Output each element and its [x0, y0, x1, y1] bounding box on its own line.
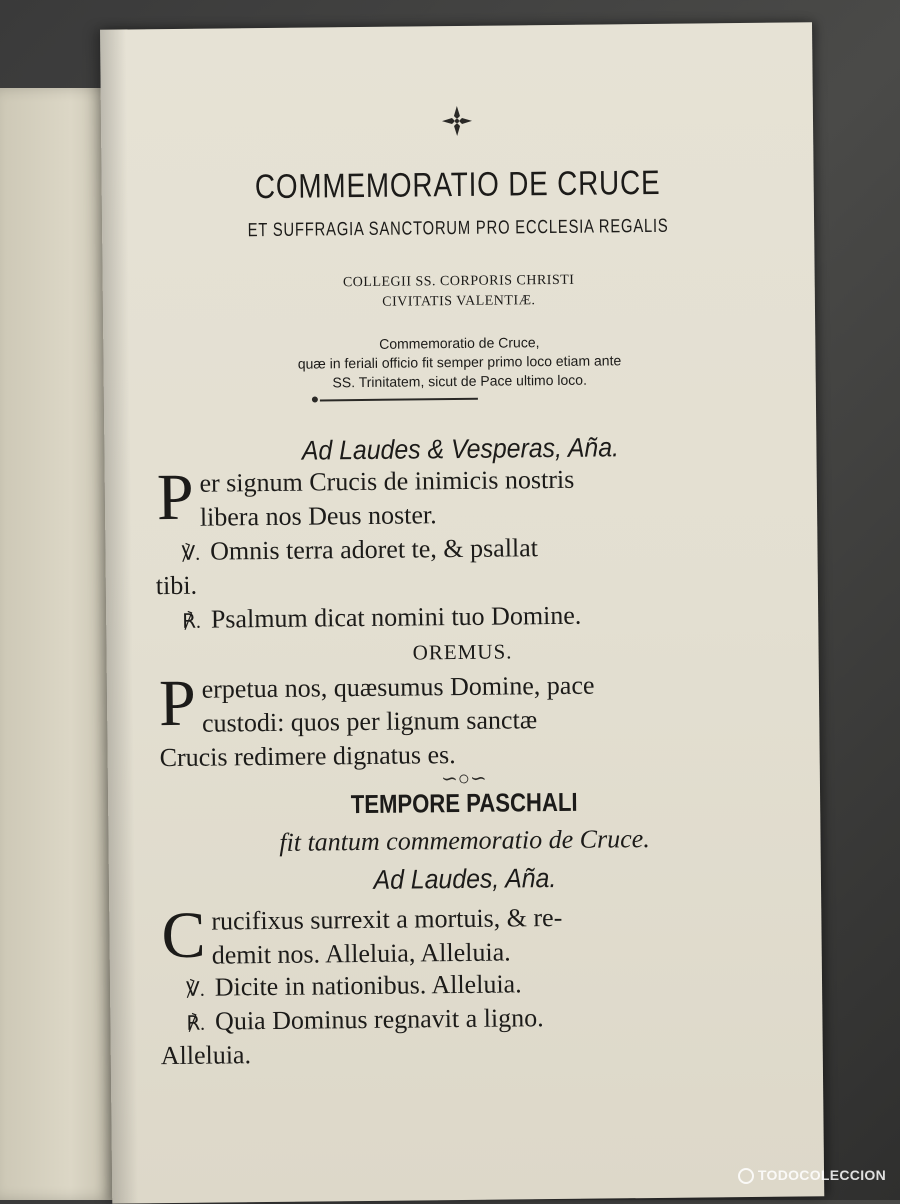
antiphon-paschal-line-1: rucifixus surrexit a mortuis, & re- — [211, 902, 563, 936]
drop-cap: P — [156, 460, 195, 535]
page-subtitle: ET SUFFRAGIA SANCTORUM PRO ECCLESIA REGALIS — [247, 215, 669, 242]
facing-page — [0, 88, 118, 1200]
drop-cap: C — [161, 898, 206, 973]
college-line-2: CIVITATIS VALENTIÆ. — [382, 293, 536, 310]
rubric-line-3: SS. Trinitatem, sicut de Pace ultimo loco. — [332, 371, 588, 391]
section-rule — [320, 398, 478, 402]
section-heading-tempore-paschali: TEMPORE PASCHALI — [350, 786, 578, 820]
antiphon-paschal-paragraph — [161, 899, 722, 973]
cross-ornament-icon — [101, 100, 813, 149]
divider-ornament: ∽○∽ — [440, 767, 487, 791]
antiphon-paragraph — [157, 461, 718, 535]
college-line-1: COLLEGII SS. CORPORIS CHRISTI — [342, 272, 575, 291]
college-heading — [103, 268, 815, 315]
drop-cap: P — [158, 666, 197, 741]
response-2-continuation: Alleluia. — [160, 1040, 252, 1071]
section-subheading: fit tantum commemoratio de Cruce. — [279, 824, 650, 857]
antiphon-line-2: libera nos Deus noster. — [199, 500, 437, 532]
prayer-line-2: custodi: quos per lignum sanctæ — [201, 705, 538, 738]
response-symbol: ℟. — [186, 1012, 206, 1035]
response-2-text: Quia Dominus regnavit a ligno. — [214, 1003, 544, 1036]
section-heading-laudes-vesperas: Ad Laudes & Vesperas, Aña. — [301, 432, 620, 466]
versicle-1-text: Omnis terra adoret te, & psallat — [210, 533, 539, 566]
antiphon-paschal-line-2: demit nos. Alleluia, Alleluia. — [211, 937, 511, 970]
prayer-paragraph — [159, 667, 720, 775]
watermark-text: TODOCOLECCION — [757, 1166, 886, 1183]
prayer-line-3: Crucis redimere dignatus es. — [159, 740, 456, 773]
book-page — [100, 22, 824, 1203]
rubric-line-1: Commemoratio de Cruce, — [379, 334, 540, 352]
versicle-symbol: ℣. — [181, 542, 201, 565]
rule-ornament-icon — [310, 394, 320, 404]
versicle-1 — [181, 529, 721, 571]
response-1 — [182, 599, 582, 639]
versicle-symbol: ℣. — [185, 978, 205, 1001]
antiphon-line-1: er signum Crucis de inimicis nostris — [199, 464, 575, 498]
oremus-heading: OREMUS. — [412, 639, 513, 665]
versicle-1-continuation: tibi. — [155, 570, 198, 601]
watermark — [738, 1167, 886, 1184]
watermark-logo-icon — [738, 1168, 754, 1184]
rubric — [103, 330, 816, 394]
page-title: COMMEMORATIO DE CRUCE — [254, 163, 661, 207]
rubric-line-2: quæ in feriali officio fit semper primo loco etiam ante — [297, 352, 622, 372]
section-heading-laudes: Ad Laudes, Aña. — [373, 862, 557, 895]
cross-ornament-svg — [440, 104, 474, 138]
response-symbol: ℟. — [182, 610, 202, 633]
response-2 — [186, 1001, 544, 1041]
versicle-2-text: Dicite in nationibus. Alleluia. — [214, 969, 522, 1002]
response-1-text: Psalmum dicat nomini tuo Domine. — [210, 600, 582, 634]
prayer-line-1: erpetua nos, quæsumus Domine, pace — [201, 670, 595, 704]
